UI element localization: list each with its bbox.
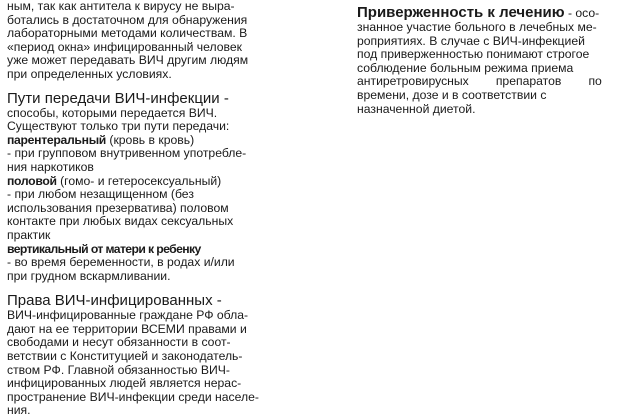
transmission-heading: Пути передачи ВИЧ-инфекции - xyxy=(7,89,229,107)
route-item-line: ния наркотиков xyxy=(7,159,94,174)
route-note: (гомо- и гетеросексуальный) xyxy=(56,173,222,188)
right-column xyxy=(357,0,631,116)
route-item-line: практик xyxy=(7,227,51,242)
route-parenteral xyxy=(7,134,309,175)
intro-line: ным, так как антитела к вирусу не выра- xyxy=(7,0,235,13)
route-term: вертикальный от матери к ребенку xyxy=(7,241,201,256)
adherence-heading: Приверженность к лечению xyxy=(357,4,565,21)
rights-line: ством РФ. Главной обязанностью ВИЧ- xyxy=(7,362,230,377)
adherence-section xyxy=(357,5,631,116)
route-item-line: контакте при любых видах сексуальных xyxy=(7,214,234,229)
intro-paragraph xyxy=(7,0,309,82)
transmission-intro-line: способы, которыми передается ВИЧ. xyxy=(7,105,218,120)
transmission-intro-line: Существуют только три пути передачи: xyxy=(7,119,230,134)
rights-line: ВИЧ-инфицированные граждане РФ обла- xyxy=(7,308,249,323)
adherence-line: назначенной диетой. xyxy=(357,101,476,116)
adherence-line: знанное участие больного в лечебных ме- xyxy=(357,20,597,34)
adherence-heading-tail: - осо- xyxy=(564,6,600,20)
intro-line: ботались в достаточном для обнаружения xyxy=(7,12,248,27)
rights-line: инфицированных людей является нерас- xyxy=(7,376,242,391)
route-term: половой xyxy=(7,173,57,188)
route-vertical xyxy=(7,243,309,284)
adherence-line: антиретровирусных препаратов по xyxy=(357,74,602,89)
route-item-line: - при групповом внутривенном употребле- xyxy=(7,146,247,161)
rights-heading: Права ВИЧ-инфицированных - xyxy=(7,292,222,310)
intro-line: «период окна» инфицированный человек xyxy=(7,39,242,54)
adherence-line: роприятиях. В случае с ВИЧ-инфекцией xyxy=(357,33,585,48)
adherence-line: соблюдение больным режима приема xyxy=(357,60,574,75)
route-title xyxy=(7,175,309,189)
rights-line: дают на ее территории ВСЕМИ правами и xyxy=(7,321,247,336)
rights-line: свободами и несут обязанности в соот- xyxy=(7,335,231,350)
route-item-line: - при любом незащищенном (без xyxy=(7,187,194,202)
route-note: (кровь в кровь) xyxy=(106,132,195,147)
rights-line: ния. xyxy=(7,403,31,418)
intro-line: при определенных условиях. xyxy=(7,66,172,81)
route-item-line: при грудном вскармливании. xyxy=(7,268,171,283)
left-column xyxy=(7,0,309,418)
adherence-line: под приверженностью понимают строгое xyxy=(357,47,590,62)
adherence-line: времени, дозе и в соответствии с xyxy=(357,87,547,102)
route-term: парентеральный xyxy=(7,132,106,147)
intro-line: лабораторными методами количествам. В xyxy=(7,26,248,41)
transmission-section xyxy=(7,91,309,284)
route-item-line: использования презерватива) половом xyxy=(7,200,229,215)
rights-section xyxy=(7,293,309,418)
route-item-line: - во время беременности, в родах и/или xyxy=(7,255,235,270)
route-sexual xyxy=(7,175,309,243)
route-title xyxy=(7,243,309,257)
intro-line: уже может передавать ВИЧ другим людям xyxy=(7,53,249,68)
route-title xyxy=(7,134,309,148)
rights-line: пространение ВИЧ-инфекции среди населе- xyxy=(7,389,259,404)
rights-line: ветствии с Конституцией и законодатель- xyxy=(7,349,243,364)
adherence-heading-line xyxy=(357,5,631,21)
